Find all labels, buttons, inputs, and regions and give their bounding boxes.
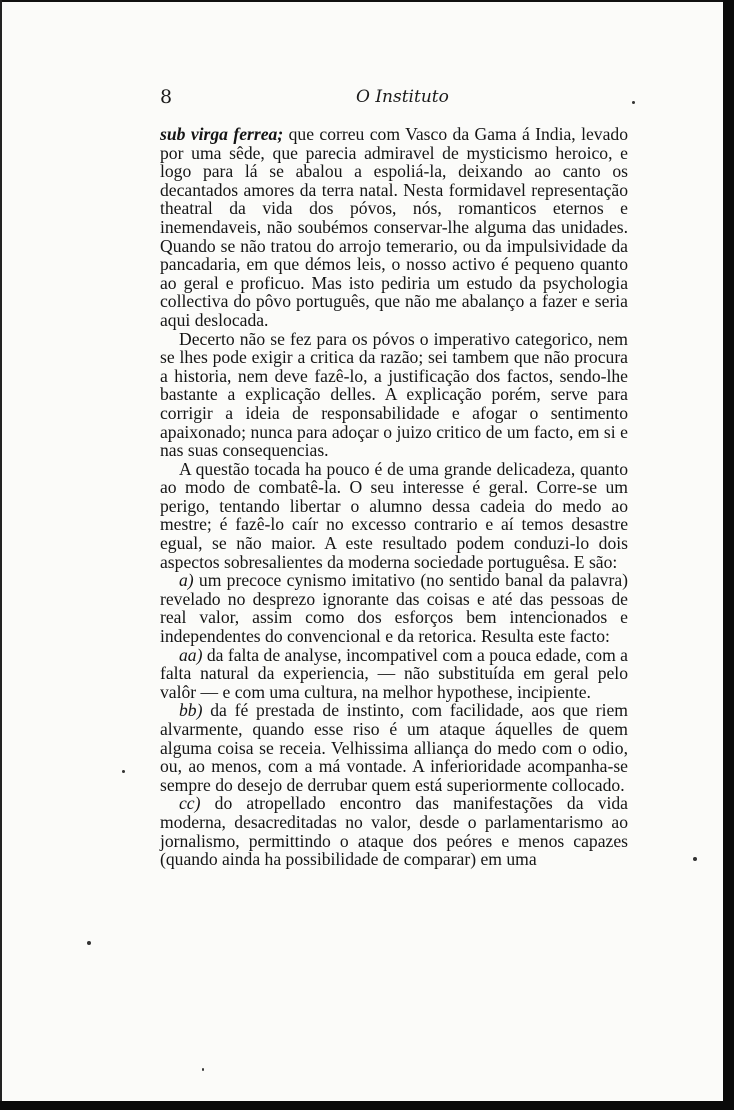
paragraph-text: A questão tocada ha pouco é de uma grande delicadeza, quanto ao modo de combatê-la. O seu interesse é geral. Corre-se um perigo, tentando libertar o alumno dessa cadeia do medo ao mestre; é fazê-lo caír no excesso contrario e aí temos desastre egual, se não maior. A este resultado podem conduzi-lo dois aspectos sobresalientes da moderna sociedade portuguêsa. E são: [160,458,628,572]
list-item-bb [160,701,628,794]
page-number: 8 [160,86,173,108]
list-item-text: do atropellado encontro das manifestações da vida moderna, desacreditadas no valor, desde o parlamentarismo ao jornalismo, permittindo o ataque dos peóres e menos capazes (quando ainda ha possibilidade de comparar) em uma [160,793,628,870]
list-item-text: da falta de analyse, incompativel com a pouca edade, com a falta natural da experiencia, — não substituída em geral pelo valôr — e com uma cultura, na melhor hypothese, incipiente. [160,644,628,702]
list-marker: cc) [179,793,201,814]
page-header [160,86,630,114]
list-item-cc [160,794,628,868]
body-text [160,125,628,869]
paragraph-text: Decerto não se fez para os póvos o imperativo categorico, nem se lhes pode exigir a critica da razão; sei tambem que não procura a historia, nem deve fazê-lo, a justificação dos factos, sendo-lhe bastante a explicação delles. A explicação porém, serve para corrigir a ideia de responsabilidade e afogar o sentimento apaixonado; nunca para adoçar o juizo critico de um facto, em si e nas suas consequencias. [160,328,628,461]
scan-border-left [0,0,2,1110]
paragraph-2 [160,330,628,460]
list-marker: a) [179,570,194,591]
paragraph-1 [160,125,628,330]
scan-speck [693,857,697,861]
list-marker: bb) [179,700,203,721]
list-item-text: da fé prestada de instinto, com facilidade, aos que riem alvarmente, quando esse riso é um ataque áquelles de quem alguma coisa se receia. Velhissima alliança do medo com o odio, ou, ao menos, com a má vontade. A inferioridade acompanha-se sempre do desejo de derrubar quem está superiormente collocado. [160,700,628,795]
scan-speck [632,101,635,104]
paragraph-text: que correu com Vasco da Gama á India, levado por uma sêde, que parecia admiravel de mysticismo heroico, e logo para lá se abalou a espoliá-la, deixando ao canto os decantados amores da terra natal. Nesta formidavel representação theatral da vida dos póvos, nós, romanticos eternos e inemendaveis, não soubémos conservar-lhe alguma das unidades. Quando se não tratou do arrojo temerario, ou da impulsividade da pancadaria, em que démos leis, o nosso activo é pequeno quanto ao geral e proficuo. Mas isto pediria um estudo da psychologia collectiva do pôvo português, que não me abalanço a fazer e seria aqui deslocada. [160,124,628,330]
list-item-aa [160,646,628,702]
scan-speck [87,941,91,945]
list-item-text: um precoce cynismo imitativo (no sentido banal da palavra) revelado no desprezo ignorante das coisas e até das pessoas de real valor, assim como dos esforços bem intencionados e independentes do convencional e da retorica. Resulta este facto: [160,570,628,647]
scan-border-right [723,0,734,1110]
paragraph-3 [160,460,628,572]
scan-border-bottom [0,1101,734,1110]
list-item-a [160,571,628,645]
list-marker: aa) [179,644,203,665]
paragraph-lead-phrase: sub virga ferrea; [160,124,284,144]
scan-border-top [0,0,734,2]
scan-speck [202,1068,204,1071]
running-title: O Instituto [356,87,449,107]
scan-speck [122,770,125,773]
